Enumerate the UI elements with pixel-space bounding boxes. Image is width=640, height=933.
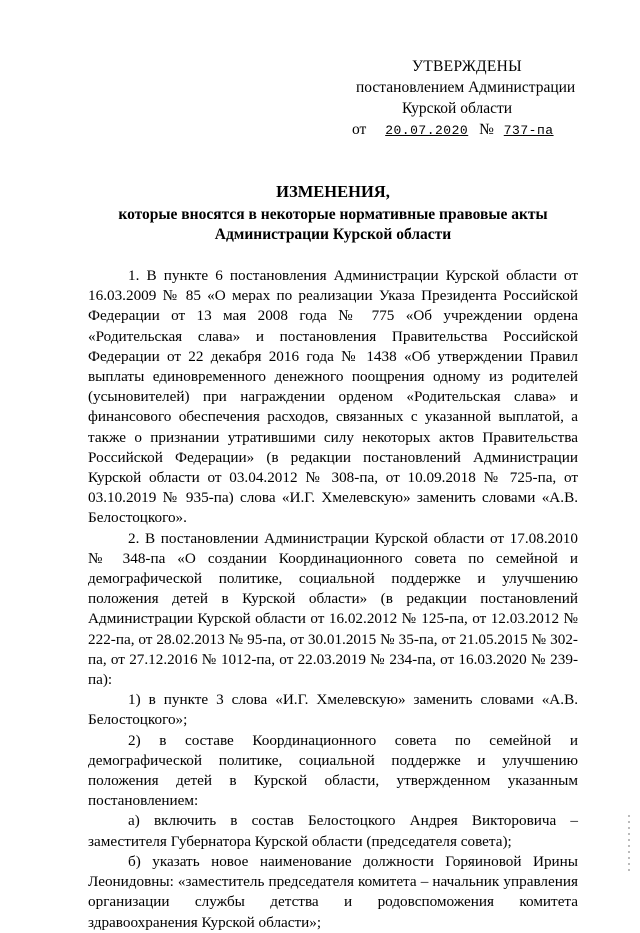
heading-title: ИЗМЕНЕНИЯ,: [276, 182, 390, 201]
approval-by-line: постановлением Администрации: [356, 79, 576, 96]
paragraph-subitem-b: б) указать новое наименование должности Горяиновой Ирины Леонидовны: «заместитель председателя комитета – начальник управления организации службы детства и родовспоможения комитета здравоохранения Курской области»;: [88, 852, 578, 931]
document-body: [88, 266, 578, 933]
date-prefix: от: [352, 121, 367, 138]
approval-number: 737-па: [503, 123, 554, 138]
scan-margin-mark: [628, 815, 630, 875]
number-sign: №: [479, 121, 494, 138]
paragraph-subitem-1: 1) в пункте 3 слова «И.Г. Хмелевскую» заменить словами «А.В. Белостоцкого»;: [88, 691, 578, 729]
approval-region-line: Курской области: [402, 100, 513, 117]
paragraph-subitem-2: 2) в составе Координационного совета по семейной и демографической политике, социальной поддержке и улучшению положения детей в Курской области, утвержденном указанным постановлением:: [88, 731, 578, 810]
heading-subtitle-2: Администрации Курской области: [214, 226, 452, 243]
approval-title: УТВЕРЖДЕНЫ: [412, 58, 522, 75]
approval-stamp: [352, 56, 582, 141]
approval-date-line: [352, 119, 582, 141]
approval-date: 20.07.2020: [385, 123, 469, 138]
document-heading: [88, 182, 578, 245]
paragraph-item-1: 1. В пункте 6 постановления Администрации Курской области от 16.03.2009 № 85 «О мерах по реализации Указа Президента Российской Федерации от 13 мая 2008 года № 775 «Об учреждении ордена «Родительская слава» и постановления Правительства Российской Федерации от 22 декабря 2016 года № 1438 «Об утверждении Правил выплаты единовременного денежного поощрения одному из родителей (усыновителей) при награждении орденом «Родительская слава» и финансового обеспечения расходов, связанных с указанной выплатой, а также о признании утратившими силу некоторых актов Правительства Российской Федерации» (в редакции постановлений Администрации Курской области от 03.04.2012 № 308-па, от 10.09.2018 № 725-па, от 03.10.2019 № 935-па) слова «И.Г. Хмелевскую» заменить словами «А.В. Белостоцкого».: [88, 267, 578, 527]
paragraph-subitem-a: а) включить в состав Белостоцкого Андрея Викторовича – заместителя Губернатора Курской области (председателя совета);: [88, 812, 578, 850]
heading-subtitle-1: которые вносятся в некоторые нормативные правовые акты: [118, 206, 548, 223]
paragraph-item-2: 2. В постановлении Администрации Курской области от 17.08.2010 № 348-па «О создании Координационного совета по семейной и демографической политике, социальной поддержке и улучшению положения детей в Курской области» (в редакции постановлений Администрации Курской области от 16.02.2012 № 125-па, от 12.03.2012 № 222-па, от 28.02.2013 № 95-па, от 30.01.2015 № 35-па, от 21.05.2015 № 302-па, от 27.12.2016 № 1012-па, от 22.03.2019 № 234-па, от 16.03.2020 № 239-па):: [88, 529, 578, 689]
